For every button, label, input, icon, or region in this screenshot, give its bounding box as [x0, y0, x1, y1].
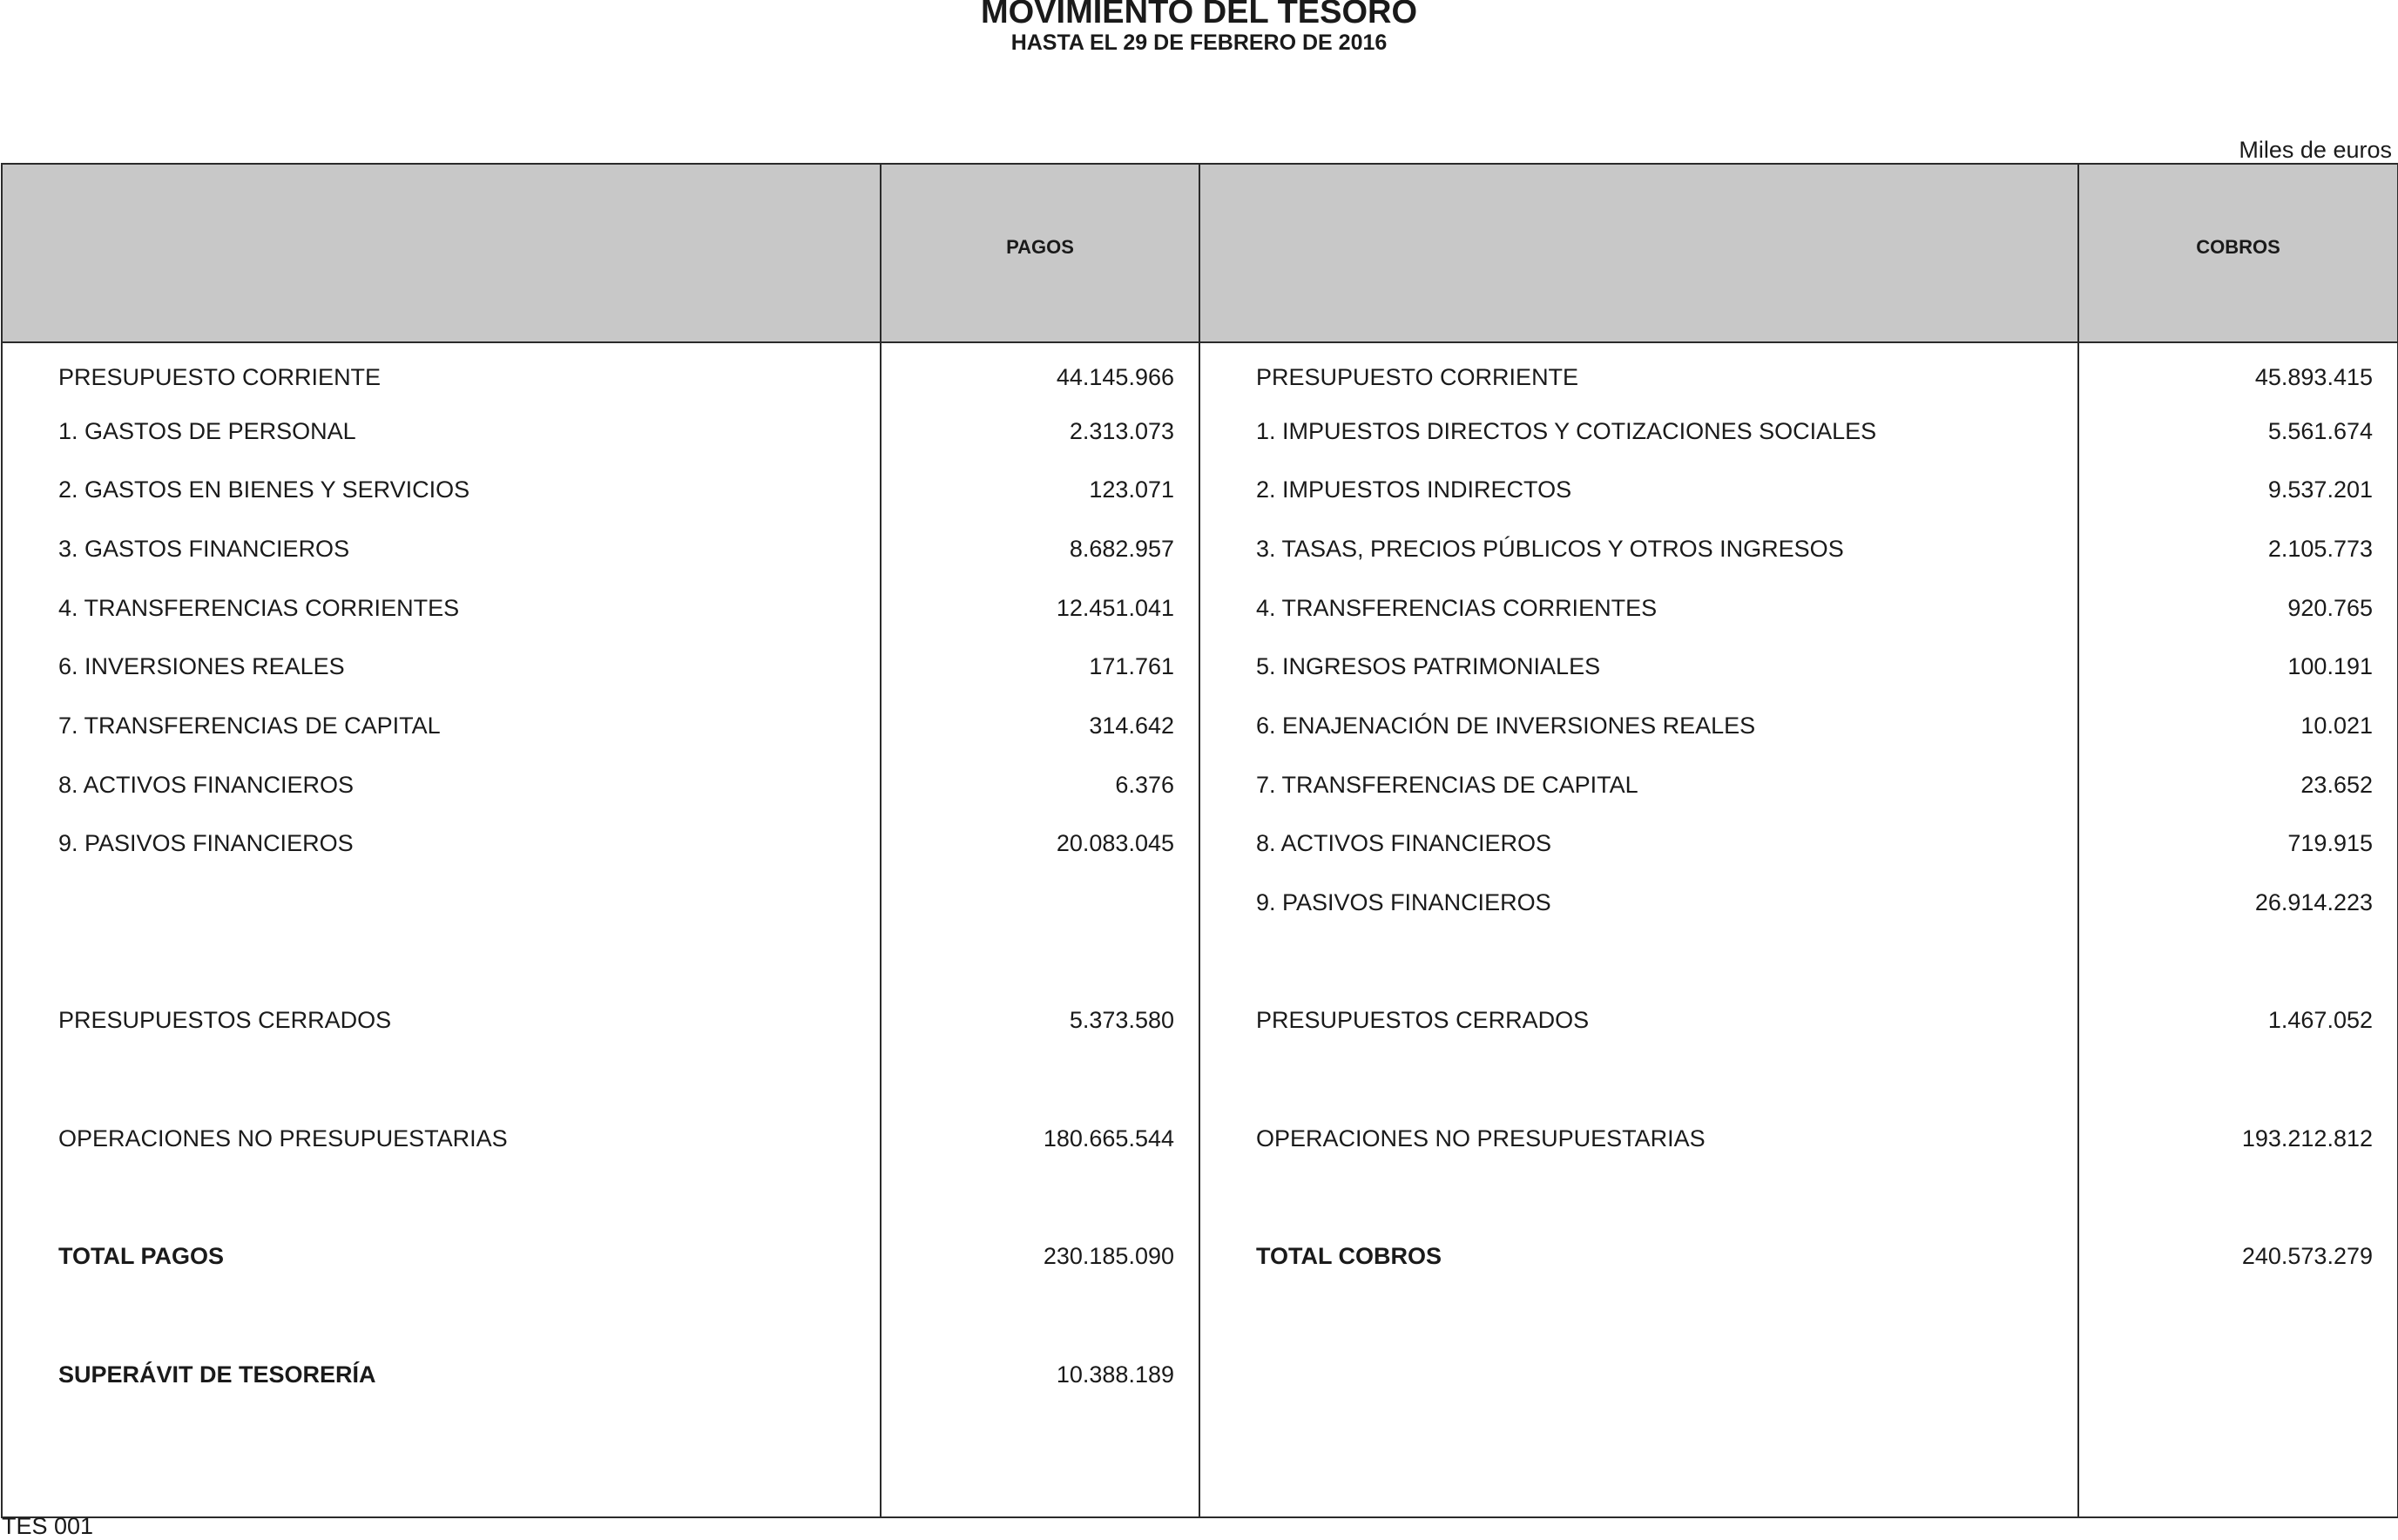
table-row [2, 578, 2398, 638]
cobro-value: 5.561.674 [2078, 402, 2398, 461]
cobro-label: 4. TRANSFERENCIAS CORRIENTES [1199, 578, 2078, 638]
cobro-label [1199, 1345, 2078, 1404]
pago-label: 4. TRANSFERENCIAS CORRIENTES [2, 578, 881, 638]
cobro-value: 920.765 [2078, 578, 2398, 638]
superavit-label: SUPERÁVIT DE TESORERÍA [2, 1345, 881, 1404]
page-title: MOVIMIENTO DEL TESORO [980, 0, 1418, 30]
table-header-row [2, 164, 2398, 342]
pago-label: PRESUPUESTOS CERRADOS [2, 991, 881, 1050]
table-row [2, 460, 2398, 519]
header-blank-pagos [2, 164, 881, 342]
cobro-value: 10.021 [2078, 696, 2398, 755]
unit-label: Miles de euros [2239, 137, 2392, 163]
cobro-value: 100.191 [2078, 637, 2398, 696]
cobro-label: 1. IMPUESTOS DIRECTOS Y COTIZACIONES SOCIALES [1199, 402, 2078, 461]
pago-value: 180.665.544 [881, 1109, 1199, 1168]
pago-label: 2. GASTOS EN BIENES Y SERVICIOS [2, 460, 881, 519]
cobro-label: PRESUPUESTO CORRIENTE [1199, 342, 2078, 402]
cobro-value [2078, 1345, 2398, 1404]
pago-value [881, 873, 1199, 932]
total-pagos-label: TOTAL PAGOS [2, 1226, 881, 1286]
pago-label: 9. PASIVOS FINANCIEROS [2, 814, 881, 874]
pago-value: 44.145.966 [881, 342, 1199, 402]
total-pagos-value: 230.185.090 [881, 1226, 1199, 1286]
pago-value: 8.682.957 [881, 519, 1199, 578]
table-row [2, 1345, 2398, 1404]
table-row [2, 814, 2398, 874]
cobro-label: 2. IMPUESTOS INDIRECTOS [1199, 460, 2078, 519]
pago-value: 2.313.073 [881, 402, 1199, 461]
pago-value: 171.761 [881, 637, 1199, 696]
spacer-row [2, 1050, 2398, 1109]
total-cobros-label: TOTAL COBROS [1199, 1226, 2078, 1286]
pago-label: OPERACIONES NO PRESUPUESTARIAS [2, 1109, 881, 1168]
table-row [2, 991, 2398, 1050]
table-row [2, 873, 2398, 932]
pago-value: 12.451.041 [881, 578, 1199, 638]
pago-label: 1. GASTOS DE PERSONAL [2, 402, 881, 461]
cobro-label: 8. ACTIVOS FINANCIEROS [1199, 814, 2078, 874]
table-row [2, 1109, 2398, 1168]
cobro-value: 23.652 [2078, 755, 2398, 814]
cobro-value: 45.893.415 [2078, 342, 2398, 402]
cobro-value: 2.105.773 [2078, 519, 2398, 578]
table-row [2, 696, 2398, 755]
pago-value: 20.083.045 [881, 814, 1199, 874]
closing-row [2, 1403, 2398, 1517]
cobro-label: OPERACIONES NO PRESUPUESTARIAS [1199, 1109, 2078, 1168]
pago-value: 5.373.580 [881, 991, 1199, 1050]
table-row [2, 755, 2398, 814]
table-row [2, 1226, 2398, 1286]
pago-label: 3. GASTOS FINANCIEROS [2, 519, 881, 578]
pago-label: 8. ACTIVOS FINANCIEROS [2, 755, 881, 814]
spacer-row [2, 932, 2398, 991]
cobro-label: 5. INGRESOS PATRIMONIALES [1199, 637, 2078, 696]
table-row [2, 342, 2398, 402]
pago-value: 6.376 [881, 755, 1199, 814]
header-cobros: COBROS [2078, 164, 2398, 342]
cobro-label: 3. TASAS, PRECIOS PÚBLICOS Y OTROS INGRESOS [1199, 519, 2078, 578]
pago-value: 123.071 [881, 460, 1199, 519]
header-blank-cobros [1199, 164, 2078, 342]
table-row [2, 519, 2398, 578]
cobro-label: PRESUPUESTOS CERRADOS [1199, 991, 2078, 1050]
cobro-label: 7. TRANSFERENCIAS DE CAPITAL [1199, 755, 2078, 814]
superavit-value: 10.388.189 [881, 1345, 1199, 1404]
total-cobros-value: 240.573.279 [2078, 1226, 2398, 1286]
cobro-value: 1.467.052 [2078, 991, 2398, 1050]
pago-label: PRESUPUESTO CORRIENTE [2, 342, 881, 402]
spacer-row [2, 1168, 2398, 1227]
cobro-value: 193.212.812 [2078, 1109, 2398, 1168]
treasury-table [1, 163, 2398, 1518]
cobro-value: 26.914.223 [2078, 873, 2398, 932]
table-row [2, 637, 2398, 696]
cobro-label: 6. ENAJENACIÓN DE INVERSIONES REALES [1199, 696, 2078, 755]
pago-label [2, 873, 881, 932]
cobro-label: 9. PASIVOS FINANCIEROS [1199, 873, 2078, 932]
cobro-value: 719.915 [2078, 814, 2398, 874]
pago-value: 314.642 [881, 696, 1199, 755]
header-pagos: PAGOS [881, 164, 1199, 342]
pago-label: 7. TRANSFERENCIAS DE CAPITAL [2, 696, 881, 755]
table-row [2, 402, 2398, 461]
document-code: TES 001 [2, 1513, 94, 1539]
page-subtitle: HASTA EL 29 DE FEBRERO DE 2016 [1010, 30, 1388, 55]
spacer-row [2, 1286, 2398, 1345]
pago-label: 6. INVERSIONES REALES [2, 637, 881, 696]
cobro-value: 9.537.201 [2078, 460, 2398, 519]
